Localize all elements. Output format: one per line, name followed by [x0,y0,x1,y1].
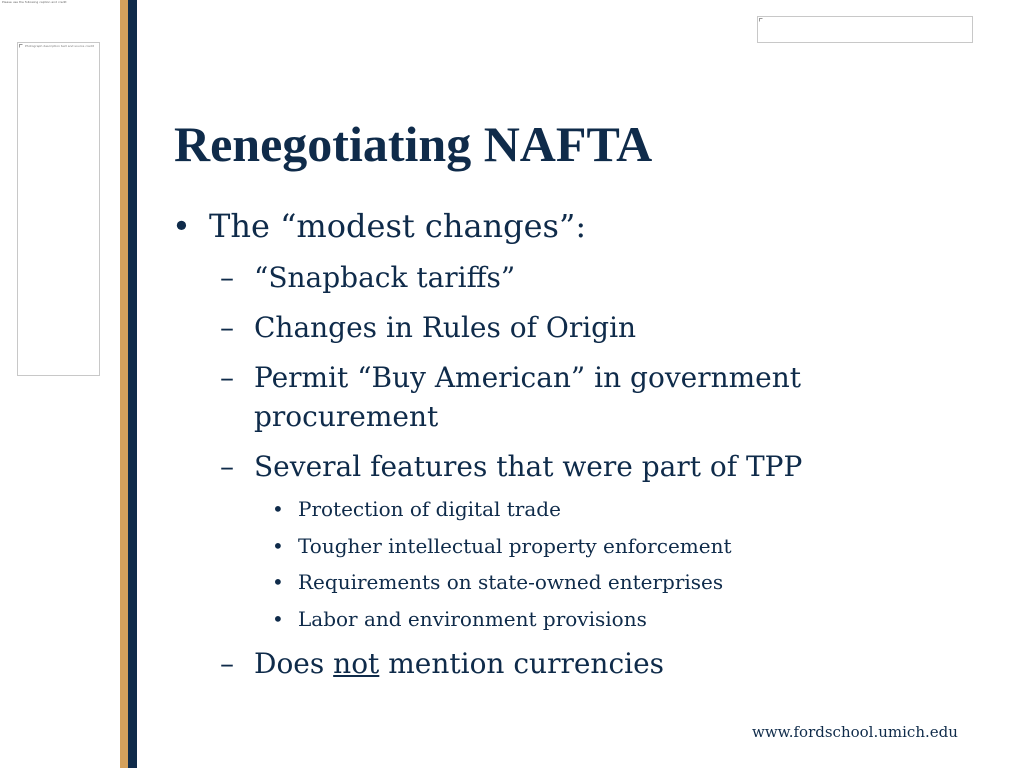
bullet-marker: • [172,207,191,245]
subsub-ip-enforcement: Tougher intellectual property enforcement [298,534,732,558]
gold-accent-bar [120,0,128,768]
sub-rules-of-origin: Changes in Rules of Origin [254,311,637,344]
header-caption-text: Please use the following caption and credit [2,0,67,4]
currencies-text-pre: Does [254,647,334,680]
subsub-state-owned-enterprises: Requirements on state-owned enterprises [298,570,724,594]
navy-accent-bar [128,0,137,768]
bullet-modest-changes: The “modest changes”: [209,207,587,245]
sub-bullet-marker: • [272,497,284,521]
left-image-alt-text: Photograph description text and source credit [25,44,94,48]
sub-buy-american-line1: Permit “Buy American” in government [254,361,802,394]
right-image-placeholder [757,16,973,43]
dash-marker: – [220,261,234,294]
dash-marker: – [220,647,234,680]
left-image-placeholder [17,42,100,376]
sub-tpp-features: Several features that were part of TPP [254,450,803,483]
sub-bullet-marker: • [272,534,284,558]
currencies-text-post: mention currencies [379,647,665,680]
dash-marker: – [220,311,234,344]
footer-website-link[interactable]: www.fordschool.umich.edu [752,723,958,741]
subsub-digital-trade: Protection of digital trade [298,497,561,521]
slide-title: Renegotiating NAFTA [174,116,653,172]
dash-marker: – [220,361,234,394]
broken-image-icon [759,18,763,22]
sub-currencies [254,646,664,682]
currencies-emphasis-not: not [333,647,380,680]
dash-marker: – [220,450,234,483]
subsub-labor-environment: Labor and environment provisions [298,607,647,631]
broken-image-icon [19,44,23,48]
sub-snapback-tariffs: “Snapback tariffs” [254,261,516,294]
sub-bullet-marker: • [272,607,284,631]
sub-buy-american-line2: procurement [254,400,439,433]
sub-bullet-marker: • [272,570,284,594]
